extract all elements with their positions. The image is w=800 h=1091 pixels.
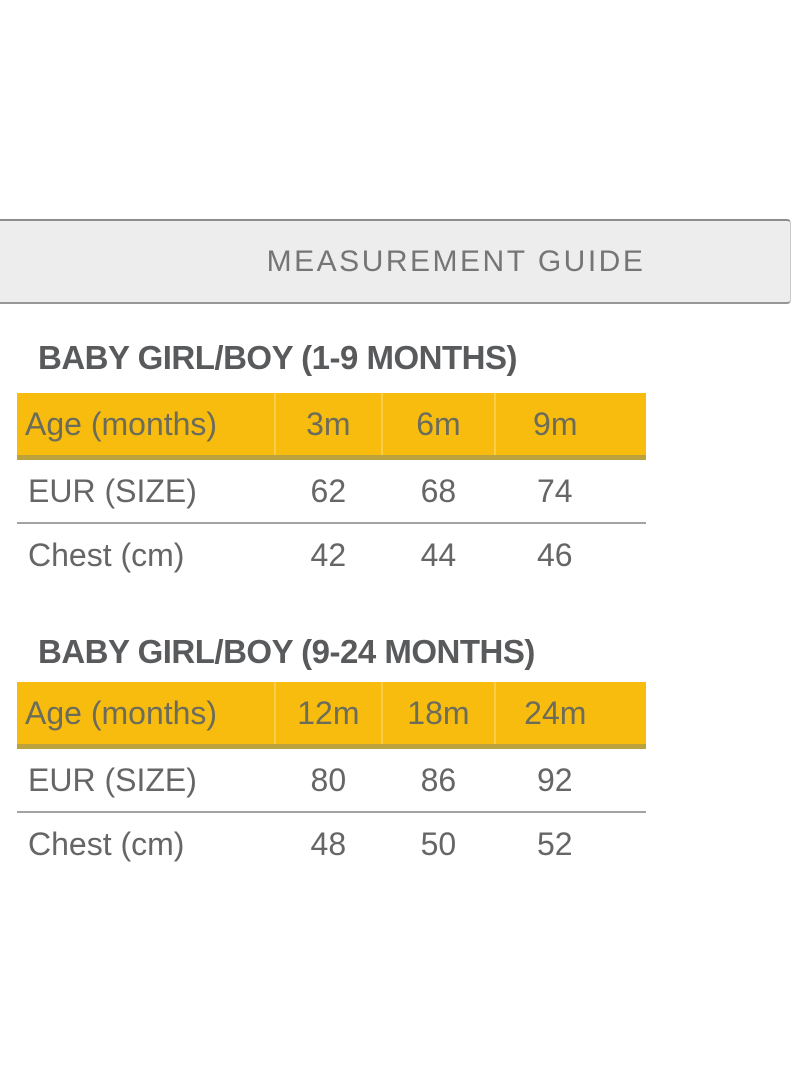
eur-size-12m: 80 (275, 747, 382, 813)
size-table-9-24-months (17, 682, 646, 875)
size-column-header-9m: 9m (495, 393, 615, 458)
row-spacer-cell (615, 812, 646, 875)
chest-cm-3m: 42 (310, 536, 347, 573)
row-spacer-cell (615, 458, 646, 524)
table-row-eur-size (17, 747, 646, 813)
size-column-header-18m: 18m (382, 682, 495, 747)
content-column (17, 341, 646, 875)
row-label-chest: Chest (cm) (28, 536, 185, 573)
table-header-row (17, 682, 646, 747)
chest-cm-18m: 50 (420, 825, 457, 862)
table-row-chest (17, 812, 646, 875)
eur-size-3m: 62 (275, 458, 382, 524)
section-1-heading: BABY GIRL/BOY (1-9 MONTHS) (38, 339, 517, 376)
page-title: MEASUREMENT GUIDE (266, 244, 646, 278)
eur-size-6m: 68 (382, 458, 495, 524)
row-label-eur: EUR (SIZE) (17, 458, 275, 524)
size-column-header-6m: 6m (382, 393, 495, 458)
table-header-row (17, 393, 646, 458)
chest-cm-12m: 48 (310, 825, 347, 862)
row-label-chest: Chest (cm) (28, 825, 185, 862)
chest-cm-9m: 46 (536, 536, 573, 573)
age-column-header: Age (months) (17, 393, 275, 458)
eur-size-24m: 92 (495, 747, 615, 813)
eur-size-9m: 74 (495, 458, 615, 524)
row-spacer-cell (615, 523, 646, 586)
chest-cm-6m: 44 (420, 536, 457, 573)
size-table-1-9-months (17, 393, 646, 586)
size-column-header-3m: 3m (275, 393, 382, 458)
size-column-header-12m: 12m (275, 682, 382, 747)
table-row-chest (17, 523, 646, 586)
size-column-header-24m: 24m (495, 682, 615, 747)
measurement-guide-tab[interactable] (0, 219, 791, 304)
eur-size-18m: 86 (382, 747, 495, 813)
section-2-heading: BABY GIRL/BOY (9-24 MONTHS) (38, 633, 535, 670)
table-row-eur-size (17, 458, 646, 524)
header-spacer-cell (615, 682, 646, 747)
age-column-header: Age (months) (17, 682, 275, 747)
row-label-eur: EUR (SIZE) (17, 747, 275, 813)
header-spacer-cell (615, 393, 646, 458)
row-spacer-cell (615, 747, 646, 813)
chest-cm-24m: 52 (536, 825, 573, 862)
